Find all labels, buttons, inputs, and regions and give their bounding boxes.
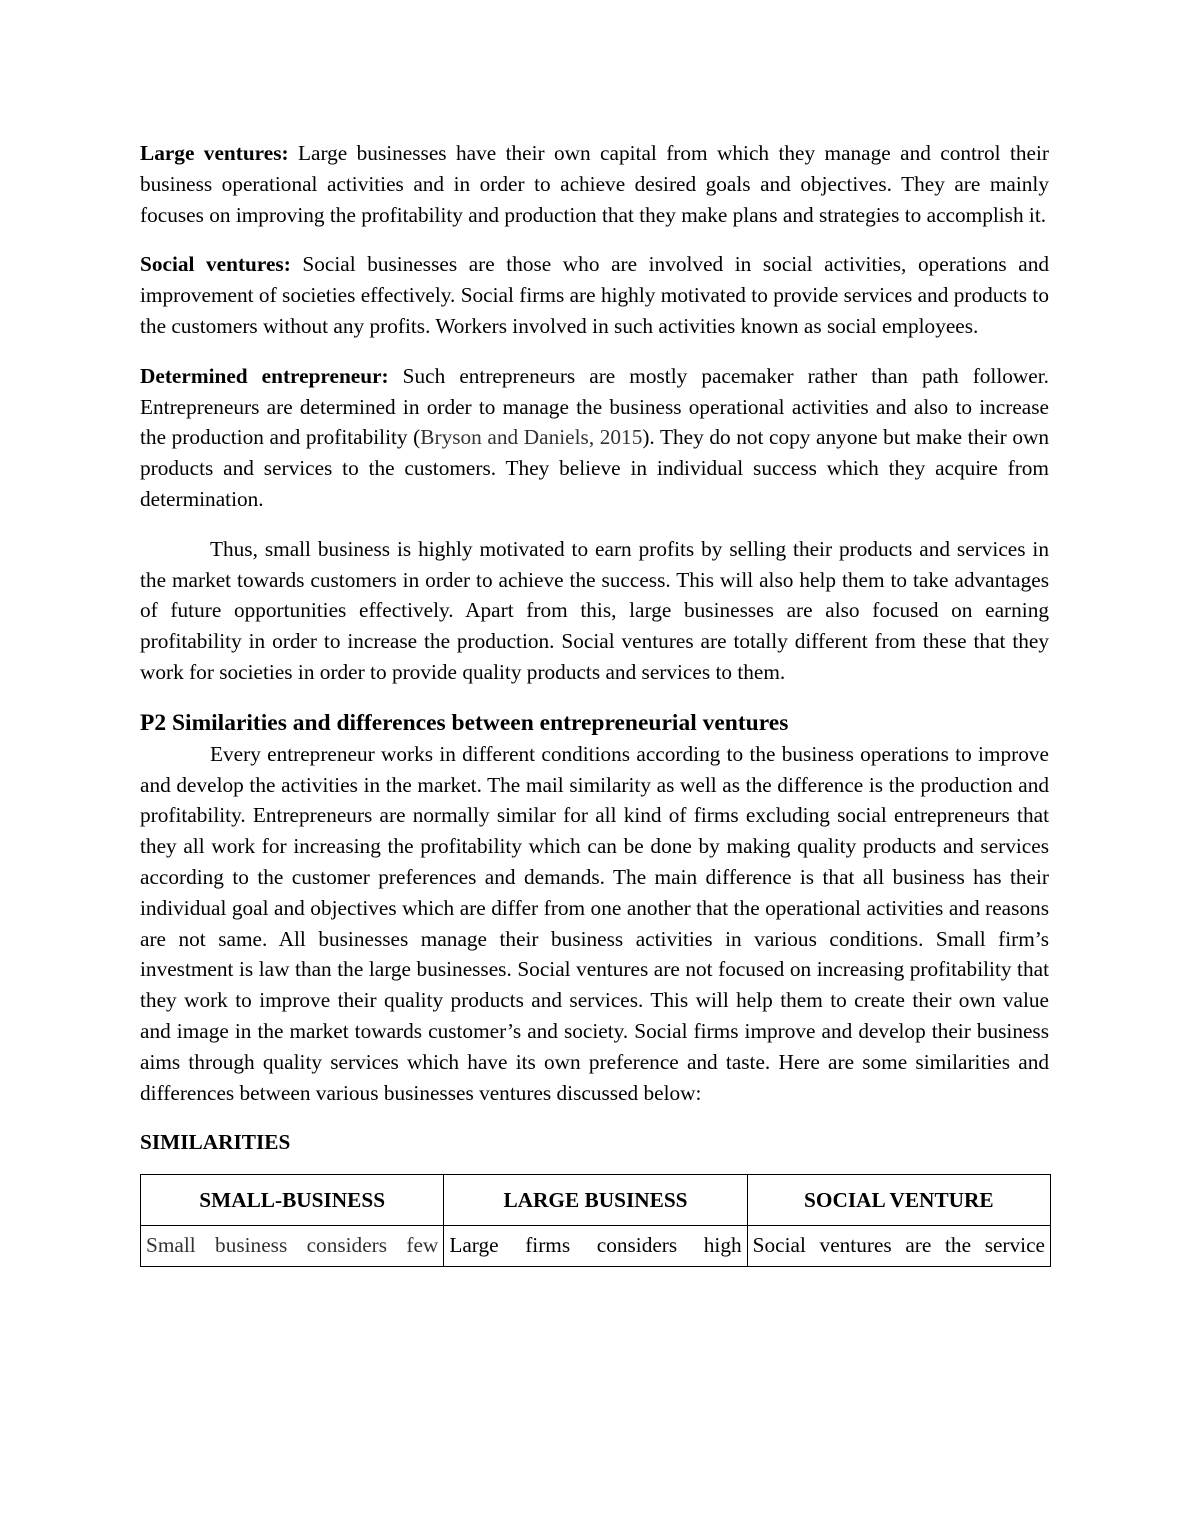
table-header-row [141, 1175, 1051, 1226]
paragraph-large-ventures [140, 138, 1049, 230]
paragraph-lead: Large ventures: [140, 141, 289, 165]
similarities-table [140, 1174, 1051, 1267]
table-cell-small-business: Small business considers few [141, 1226, 444, 1267]
similarities-title: SIMILARITIES [140, 1130, 291, 1155]
paragraph-social-ventures [140, 249, 1049, 341]
section-heading: P2 Similarities and differences between entrepreneurial ventures [140, 709, 789, 736]
document-page [140, 138, 1049, 1267]
paragraph-text: Social businesses are those who are involved in social activities, operations and improvement of societies effectively. Social firms are highly motivated to provide services and products to the customers without any profits. Workers involved in such activities known as social employees. [140, 252, 1049, 338]
table-header-small-business: SMALL-BUSINESS [141, 1175, 444, 1226]
citation: Bryson and Daniels, 2015 [420, 425, 643, 450]
table-cell-large-business: Large firms considers high [444, 1226, 747, 1267]
paragraph-text: ). They do not copy anyone but make their own products and services to the customers. They believe in individual success which they acquire from determination. [140, 425, 1049, 511]
paragraph-lead: Determined entrepreneur: [140, 363, 389, 388]
paragraph-text: Large businesses have their own capital from which they manage and control their business operational activities and in order to achieve desired goals and objectives. They are mainly focuses on improving the profitability and production that they make plans and strategies to accomplish it. [140, 141, 1050, 227]
table-header-social-venture: SOCIAL VENTURE [747, 1175, 1050, 1226]
table-header-large-business: LARGE BUSINESS [444, 1175, 747, 1226]
paragraph-text: Such entrepreneurs are mostly pacemaker rather than path follower. Entrepreneurs are determined in order to manage the business operational activities and also to increase the production and profitability ( [140, 363, 1049, 450]
paragraph-summary: Thus, small business is highly motivated to earn profits by selling their products and services in the market towards customers in order to achieve the success. This will also help them to take advantages of future opportunities effectively. Apart from this, large businesses are also focused on earning profitability in order to increase the production. Social ventures are totally different from these that they work for societies in order to provide quality products and services to them. [140, 536, 1049, 684]
paragraph-determined-entrepreneur [140, 361, 1049, 515]
section-body: Every entrepreneur works in different conditions according to the business operations to improve and develop the activities in the market. The mail similarity as well as the difference is the production and profitability. Entrepreneurs are normally similar for all kind of firms excluding social entrepreneurs that they all work for increasing the profitability which can be done by making quality products and services according to the customer preferences and demands. The main difference is that all business has their individual goal and objectives which are differ from one another that the operational activities and reasons are not same. All businesses manage their business activities in various conditions. Small firm’s investment is law than the large businesses. Social ventures are not focused on increasing profitability that they work to improve their quality products and services. This will help them to create their own value and image in the market towards customer’s and society. Social firms improve and develop their business aims through quality services which have its own preference and taste. Here are some similarities and differences between various businesses ventures discussed below: [140, 741, 1049, 1105]
paragraph-lead: Social ventures: [140, 252, 291, 277]
table-row [141, 1226, 1051, 1267]
table-cell-social-venture: Social ventures are the service [747, 1226, 1050, 1267]
